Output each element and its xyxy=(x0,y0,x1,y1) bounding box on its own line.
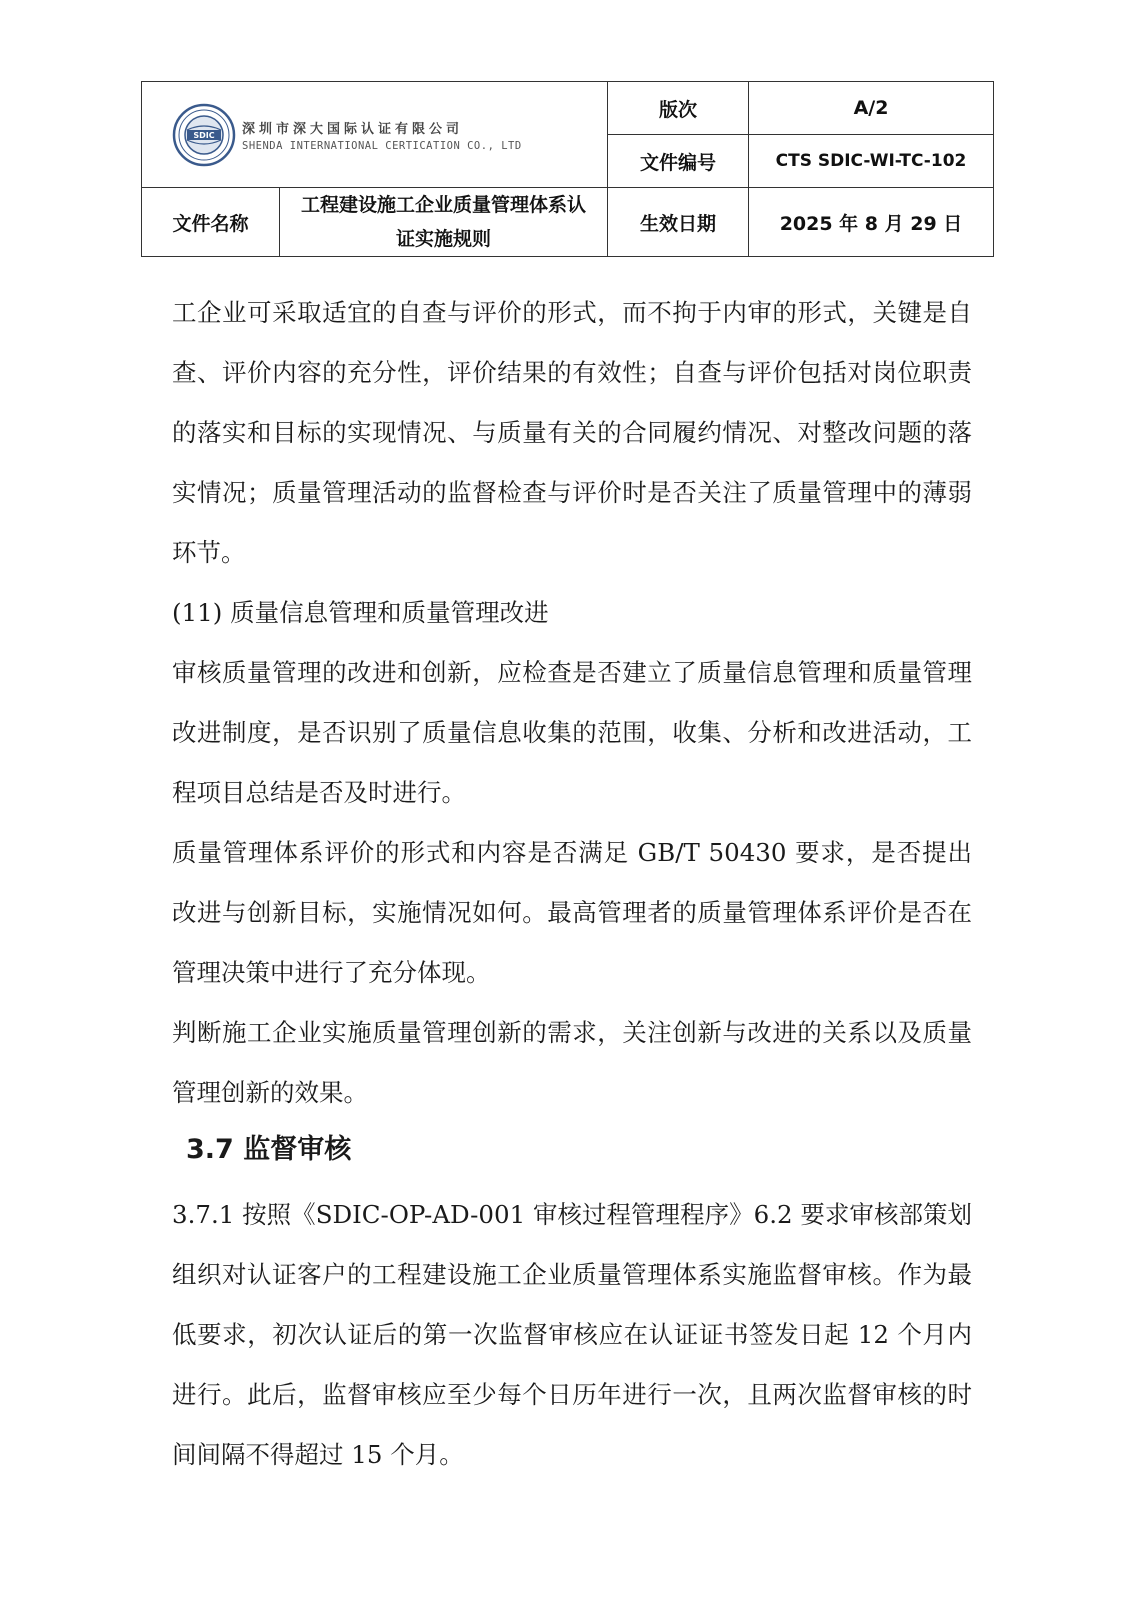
company-name-cn: 深圳市深大国际认证有限公司 xyxy=(242,121,464,137)
effective-date-value: 2025 年 8 月 29 日 xyxy=(749,188,994,257)
body-paragraph: 工企业可采取适宜的自查与评价的形式，而不拘于内审的形式，关键是自查、评价内容的充分性，评价结果的有效性；自查与评价包括对岗位职责的落实和目标的实现情况、与质量有关的合同履约情况、对整改问题的落实情况；质量管理活动的监督检查与评价时是否关注了质量管理中的薄弱环节。 xyxy=(172,298,972,567)
company-name-en: SHENDA INTERNATIONAL CERTICATION CO., LTD xyxy=(242,139,522,152)
doc-number-label: 文件编号 xyxy=(608,135,749,188)
version-value: A/2 xyxy=(749,82,994,135)
section-heading: 3.7 监督审核 xyxy=(186,1134,352,1165)
document-body xyxy=(172,283,972,1485)
section-paragraph: 3.7.1 按照《SDIC-OP-AD-001 审核过程管理程序》6.2 要求审核部策划组织对认证客户的工程建设施工企业质量管理体系实施监督审核。作为最低要求，初次认证后的第一次监督审核应在认证证书签发日起 12 个月内进行。此后，监督审核应至少每个日历年进行一次，且两次监督审核的时间间隔不得超过 15 个月。 xyxy=(172,1200,972,1469)
doc-name-value: 工程建设施工企业质量管理体系认证实施规则 xyxy=(280,188,608,257)
logo-text: SDIC xyxy=(193,130,215,140)
effective-date-label: 生效日期 xyxy=(608,188,749,257)
company-seal-logo xyxy=(172,103,236,167)
doc-number-value: CTS SDIC-WI-TC-102 xyxy=(749,135,994,188)
version-label: 版次 xyxy=(608,82,749,135)
body-paragraph: 审核质量管理的改进和创新，应检查是否建立了质量信息管理和质量管理改进制度，是否识别了质量信息收集的范围，收集、分析和改进活动，工程项目总结是否及时进行。 xyxy=(172,658,972,807)
body-paragraph: 质量管理体系评价的形式和内容是否满足 GB/T 50430 要求，是否提出改进与创新目标，实施情况如何。最高管理者的质量管理体系评价是否在管理决策中进行了充分体现。 xyxy=(172,838,972,987)
document-header-table xyxy=(141,81,994,257)
company-logo-cell xyxy=(142,82,608,188)
subsection-title: (11) 质量信息管理和质量管理改进 xyxy=(172,598,549,627)
body-paragraph: 判断施工企业实施质量管理创新的需求，关注创新与改进的关系以及质量管理创新的效果。 xyxy=(172,1018,972,1107)
doc-name-label: 文件名称 xyxy=(142,188,280,257)
